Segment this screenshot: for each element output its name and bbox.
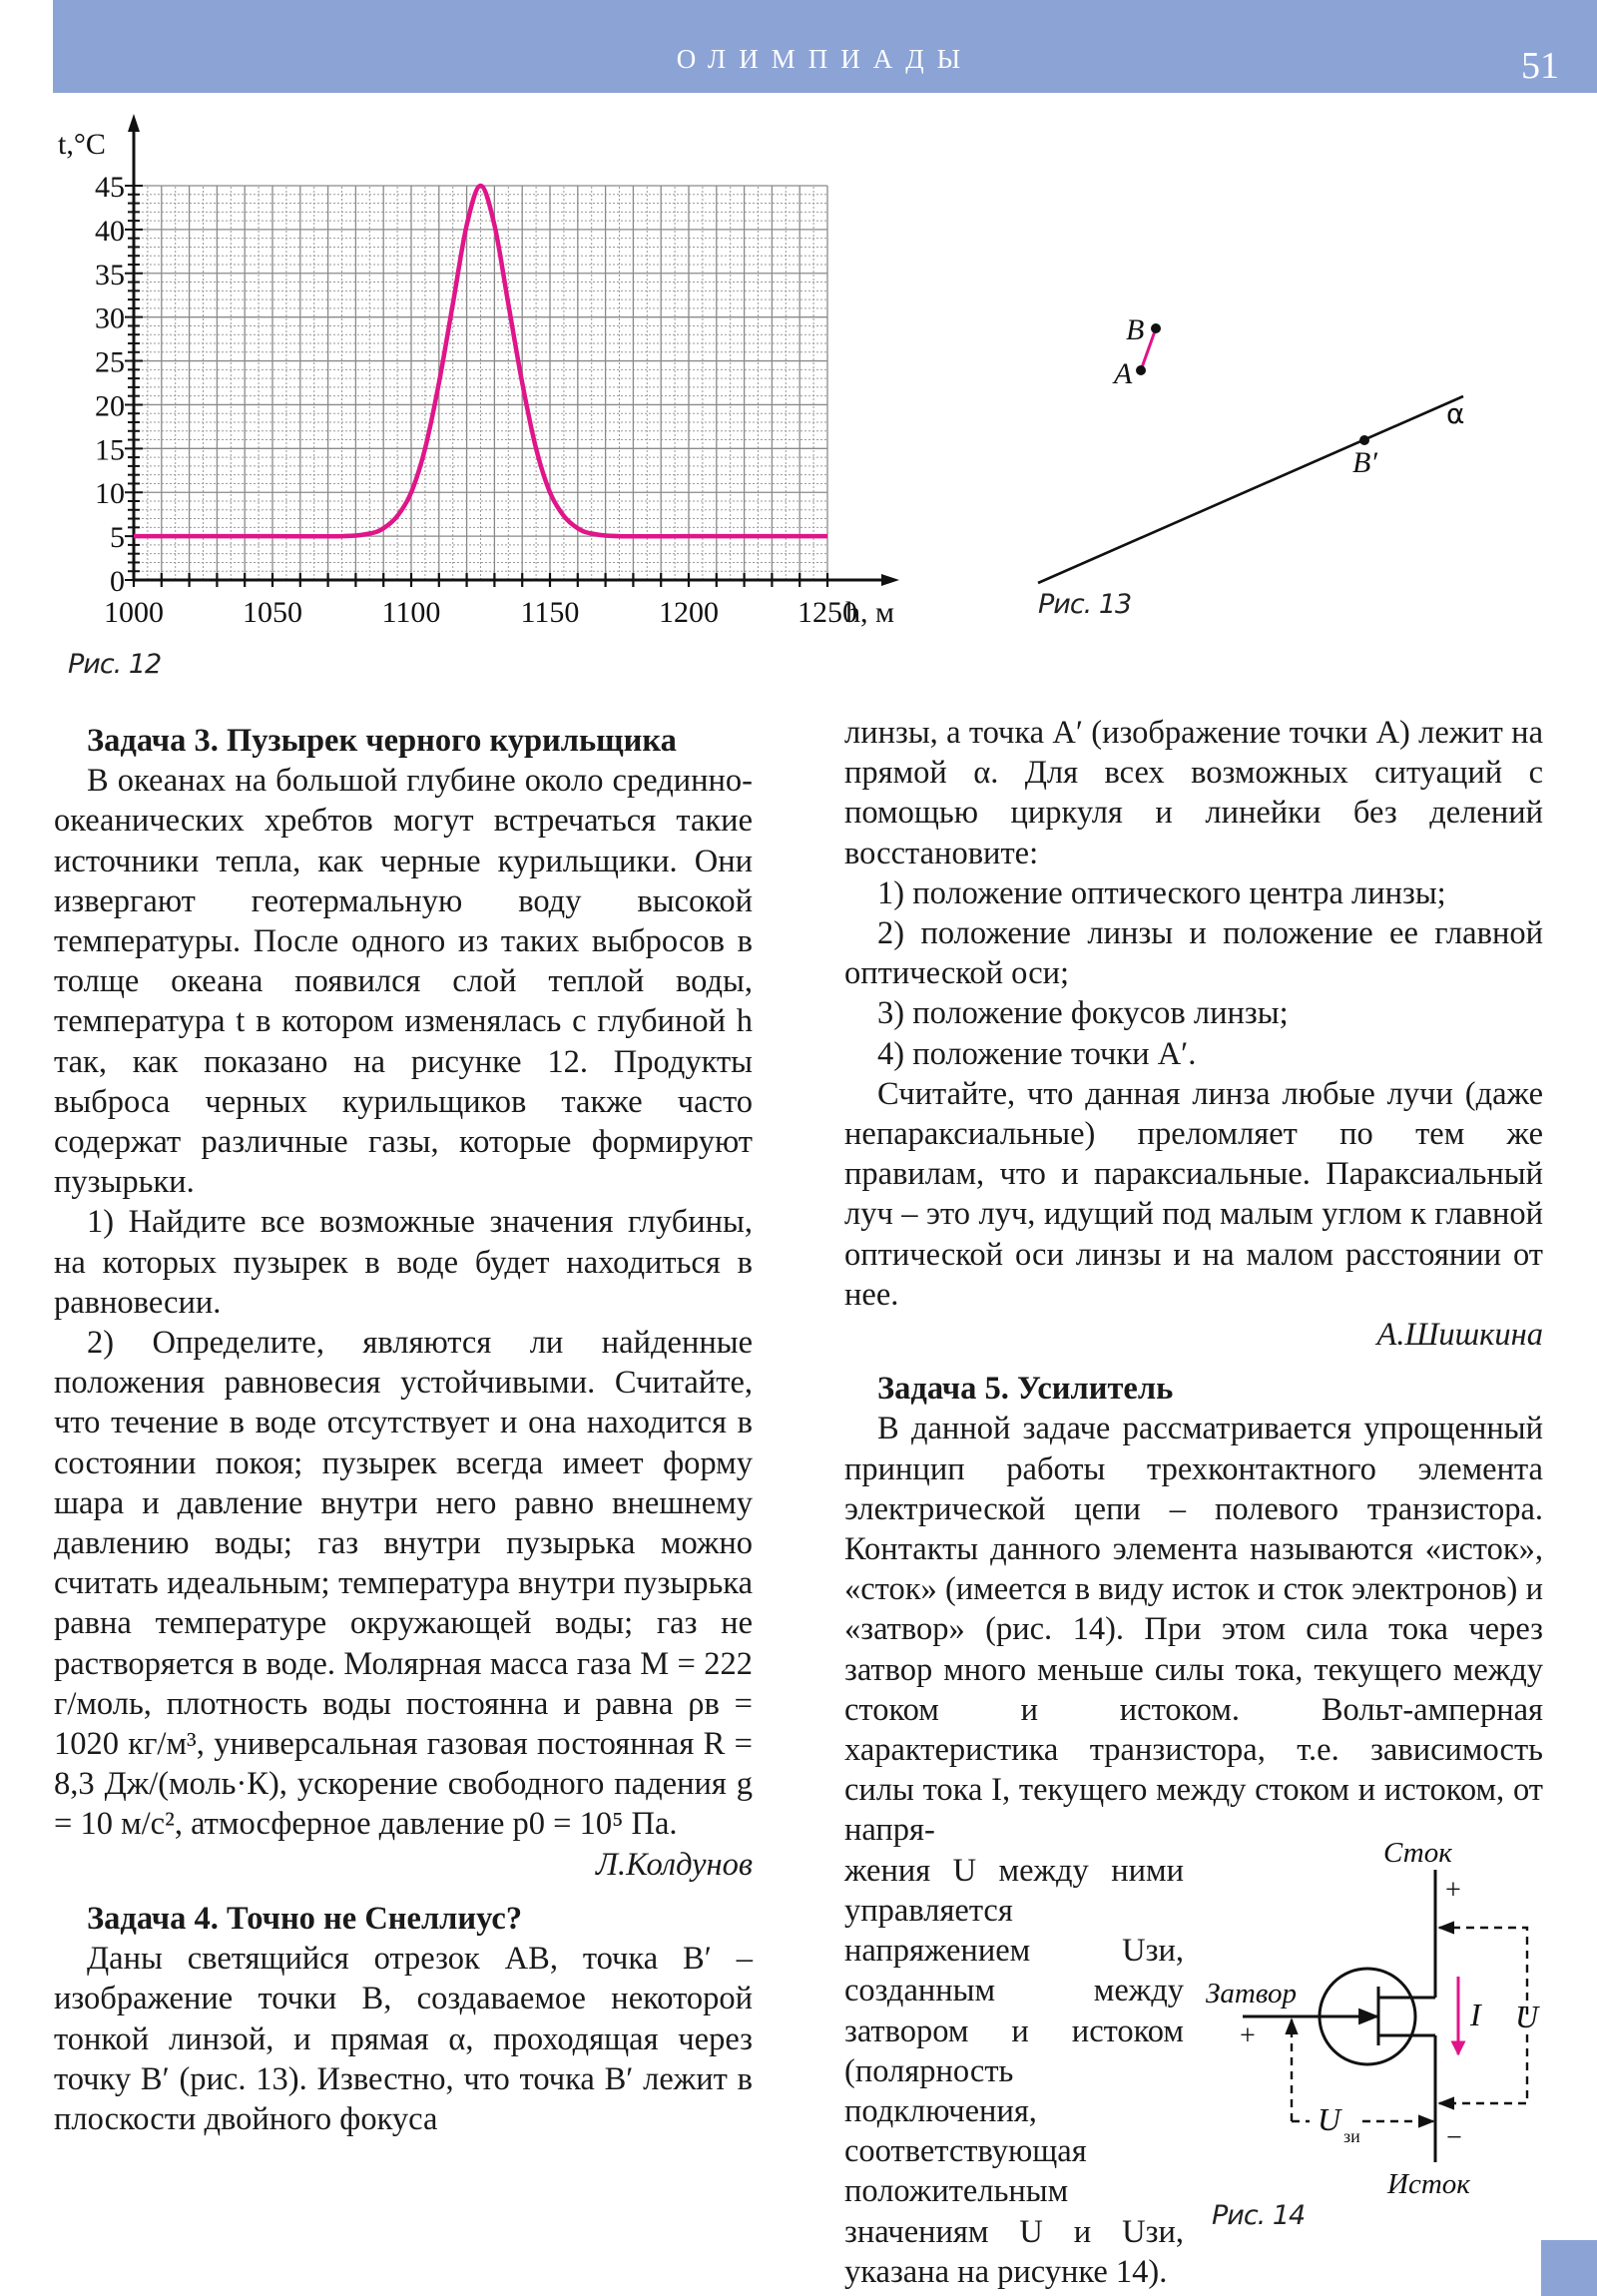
y-tick-label: 45	[95, 171, 125, 204]
label-a: A	[1114, 357, 1133, 390]
task-3-intro: В океанах на большой глубине около срединно-океанических хребтов могут встречаться такие источники тепла, как черные курильщики. Они извергают геотермальную воду высокой температуры. После одного из таких выбросов в толще океана появился слой теплой воды, температура t в котором изменялась с глубиной h так, как показано на рисунке 12. Продукты выброса черных курильщиков также часто содержат различные газы, которые формируют пузырьки.	[54, 763, 753, 1201]
label-voltage-u: U	[1515, 1999, 1539, 2034]
label-voltage-uzi-sub: зи	[1343, 2126, 1360, 2146]
task-4-item-4: 4) положение точки A′.	[877, 1035, 1197, 1072]
page-number: 51	[1521, 45, 1559, 87]
label-source: Исток	[1387, 2168, 1470, 2200]
task-4-author: А.Шишкина	[1376, 1317, 1543, 1354]
u-measure-bottom	[1439, 2034, 1527, 2103]
corner-tab	[1541, 2240, 1597, 2296]
x-axis-label: h, м	[845, 596, 894, 629]
y-axis-label: t,°C	[58, 128, 106, 161]
label-drain: Сток	[1383, 1837, 1452, 1869]
task-4-item-2: 2) положение линзы и положение ее главной оптической оси;	[844, 915, 1543, 992]
task-4-item-3: 3) положение фокусов линзы;	[877, 995, 1289, 1032]
left-column	[54, 721, 753, 2139]
label-source-minus: −	[1446, 2122, 1462, 2153]
figure-13-caption: Рис. 13	[1038, 589, 1132, 620]
grid	[134, 186, 827, 580]
label-alpha: α	[1446, 397, 1465, 430]
figure-14-svg	[1188, 1817, 1567, 2236]
figure-14-caption: Рис. 14	[1212, 2200, 1306, 2231]
task-4-note: Считайте, что данная линза любые лучи (даже непараксиальные) преломляет по тем же правилам, что и параксиальные. Параксиальный луч – это луч, идущий под малым углом к главной оптической оси линзы и на малом расстоянии от нее.	[844, 1075, 1543, 1313]
x-tick-label: 1200	[659, 596, 719, 629]
task-4-continuation: линзы, а точка A′ (изображение точки A) лежит на прямой α. Для всех возможных ситуаций с помощью циркуля и линейки без делений восстановите:	[844, 715, 1543, 871]
y-tick-label: 30	[95, 301, 125, 335]
y-tick-label: 35	[95, 258, 125, 291]
x-axis-arrow	[881, 574, 899, 586]
x-tick-label: 1000	[104, 596, 164, 629]
y-tick-label: 20	[95, 389, 125, 423]
line-alpha	[1038, 396, 1463, 583]
label-voltage-uzi: U	[1318, 2101, 1341, 2137]
task-4-intro: Даны светящийся отрезок AB, точка B′ – изображение точки B, создаваемое некоторой тонкой линзой, и прямая α, проходящая через точку B′ (рис. 13). Известно, что точка B′ лежит в плоскости двойного фокуса	[54, 1941, 753, 2137]
figure-12-caption: Рис. 12	[68, 649, 162, 680]
y-tick-label: 10	[95, 477, 125, 511]
x-tick-label: 1150	[520, 596, 580, 629]
figure-13-svg	[998, 280, 1557, 639]
y-tick-label: 15	[95, 433, 125, 467]
y-axis-arrow	[128, 114, 140, 132]
chart-svg	[0, 110, 958, 689]
task-5-intro: В данной задаче рассматривается упрощенный принцип работы трехконтактного элемента электрической цепи – полевого транзистора. Контакты данного элемента называются «исток», «сток» (имеется в виду исток и сток электронов) и «затвор» (рис. 14). При этом сила тока через затвор много меньше силы тока, текущего между стоком и истоком. Вольт-амперная характеристика транзистора, т.е. зависимость силы тока I, текущего между стоком и истоком, от напря-	[844, 1411, 1543, 1849]
y-tick-label: 0	[110, 565, 125, 598]
figure-13	[998, 280, 1557, 639]
x-tick-label: 1050	[243, 596, 302, 629]
label-gate-plus: +	[1240, 2020, 1256, 2051]
section-title: ОЛИМПИАДЫ	[676, 44, 974, 74]
label-current: I	[1470, 1997, 1481, 2032]
x-tick-label: 1250	[798, 596, 857, 629]
running-header	[53, 0, 1597, 93]
y-tick-label: 40	[95, 214, 125, 248]
task-3-author: Л.Колдунов	[595, 1846, 753, 1883]
label-gate: Затвор	[1206, 1978, 1298, 2009]
label-b-prime: B′	[1352, 446, 1377, 479]
task-5-continuation: жения U между ними управляется напряжением Uзи, созданным между затвором и истоком (полярность подключения, соответствующая положительным значениям U и Uзи, указана на рисунке 14).	[844, 1852, 1184, 2290]
figure-12-chart	[0, 110, 958, 689]
point-a	[1136, 365, 1146, 375]
task-5-title: Задача 5. Усилитель	[877, 1371, 1174, 1408]
point-b	[1151, 323, 1161, 333]
label-drain-plus: +	[1445, 1875, 1461, 1906]
task-3-title: Задача 3. Пузырек черного курильщика	[87, 723, 677, 759]
task-3-question-1: 1) Найдите все возможные значения глубины, на которых пузырек в воде будет находиться в равновесии.	[54, 1204, 753, 1321]
task-4-title: Задача 4. Точно не Снеллиус?	[87, 1900, 523, 1937]
task-4-item-1: 1) положение оптического центра линзы;	[877, 874, 1446, 911]
task-3-question-2: 2) Определите, являются ли найденные положения равновесия устойчивыми. Считайте, что течение в воде отсутствует и она находится в состоянии покоя; пузырек всегда имеет форму шара и давление внутри него равно внешнему давлению воды; газ внутри пузырька можно считать идеальным; температура внутри пузырька равна температуре окружающей воды; газ не растворяется в воде. Молярная масса газа M = 222 г/моль, плотность воды постоянна и равна ρв = 1020 кг/м³, универсальная газовая постоянная R = 8,3 Дж/(моль·К), ускорение свободного падения g = 10 м/с², атмосферное давление p0 = 10⁵ Па.	[54, 1325, 753, 1843]
label-b: B	[1126, 313, 1145, 346]
point-b-prime	[1359, 435, 1369, 445]
y-tick-label: 25	[95, 345, 125, 379]
u-measure-top	[1439, 1928, 1527, 2014]
figure-14-transistor	[1188, 1817, 1567, 2236]
y-tick-label: 5	[110, 521, 125, 555]
x-tick-label: 1100	[381, 596, 441, 629]
